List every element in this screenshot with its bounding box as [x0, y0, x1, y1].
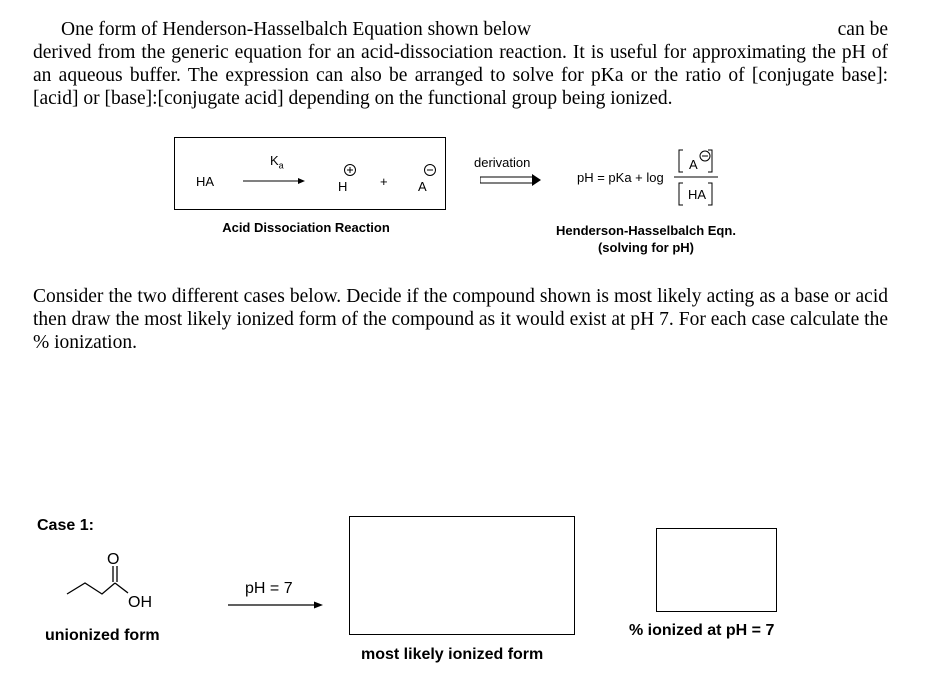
- ionized-form-drawing-box[interactable]: [349, 516, 575, 635]
- derivation-arrow: [480, 174, 542, 186]
- percent-ionized-label: % ionized at pH = 7: [629, 622, 775, 639]
- ka-label: [270, 153, 284, 171]
- ph-label: pH = 7: [245, 580, 293, 597]
- ka-sub: a: [278, 160, 284, 171]
- hh-lhs: pH = pKa + log: [577, 170, 664, 185]
- intro-first-line: [33, 18, 888, 41]
- negative-charge-icon: [423, 163, 437, 177]
- dissociation-arrow: [243, 176, 305, 186]
- reaction-caption: Acid Dissociation Reaction: [222, 220, 390, 235]
- conjugate-base-label: A: [418, 179, 427, 194]
- hh-denominator: HA: [688, 187, 707, 202]
- hydroxyl-label: OH: [128, 594, 152, 611]
- reaction-box: [174, 137, 446, 210]
- hh-caption-line1: Henderson-Hasselbalch Eqn.: [556, 223, 736, 238]
- ionized-form-label: most likely ionized form: [361, 646, 544, 663]
- hh-caption: [540, 222, 752, 256]
- reactant-ha: HA: [196, 174, 215, 189]
- hh-caption-line2: (solving for pH): [597, 240, 695, 255]
- intro-paragraph: [33, 18, 888, 110]
- derivation-label: derivation: [474, 155, 531, 170]
- percent-ionized-answer-box[interactable]: [656, 528, 777, 612]
- consider-paragraph: Consider the two different cases below. Decide if the compound shown is most likely acting as a base or acid then draw the most likely ionized form of the compound as it would exist at pH 7. For each case calculate the % ionization.: [33, 286, 888, 353]
- carbonyl-oxygen: O: [107, 551, 120, 568]
- unionized-label: unionized form: [45, 627, 160, 644]
- ph-arrow: [228, 600, 323, 610]
- intro-line1-right: can be: [837, 19, 888, 40]
- case1-title: Case 1:: [37, 517, 94, 534]
- ka-main: K: [270, 153, 279, 168]
- positive-charge-icon: [343, 163, 357, 177]
- plus-sign: +: [380, 174, 388, 189]
- proton-label: H: [338, 179, 348, 194]
- intro-line1-left: One form of Henderson-Hasselbalch Equation shown below: [61, 19, 532, 40]
- hh-numerator: A: [689, 157, 698, 172]
- intro-rest: derived from the generic equation for an acid-dissociation reaction. It is useful for approximating the pH of an aqueous buffer. The expression can also be arranged to solve for pKa or the ratio of [conjugate base]:[acid] or [base]:[conjugate acid] depending on the functional group being ionized.: [33, 42, 888, 109]
